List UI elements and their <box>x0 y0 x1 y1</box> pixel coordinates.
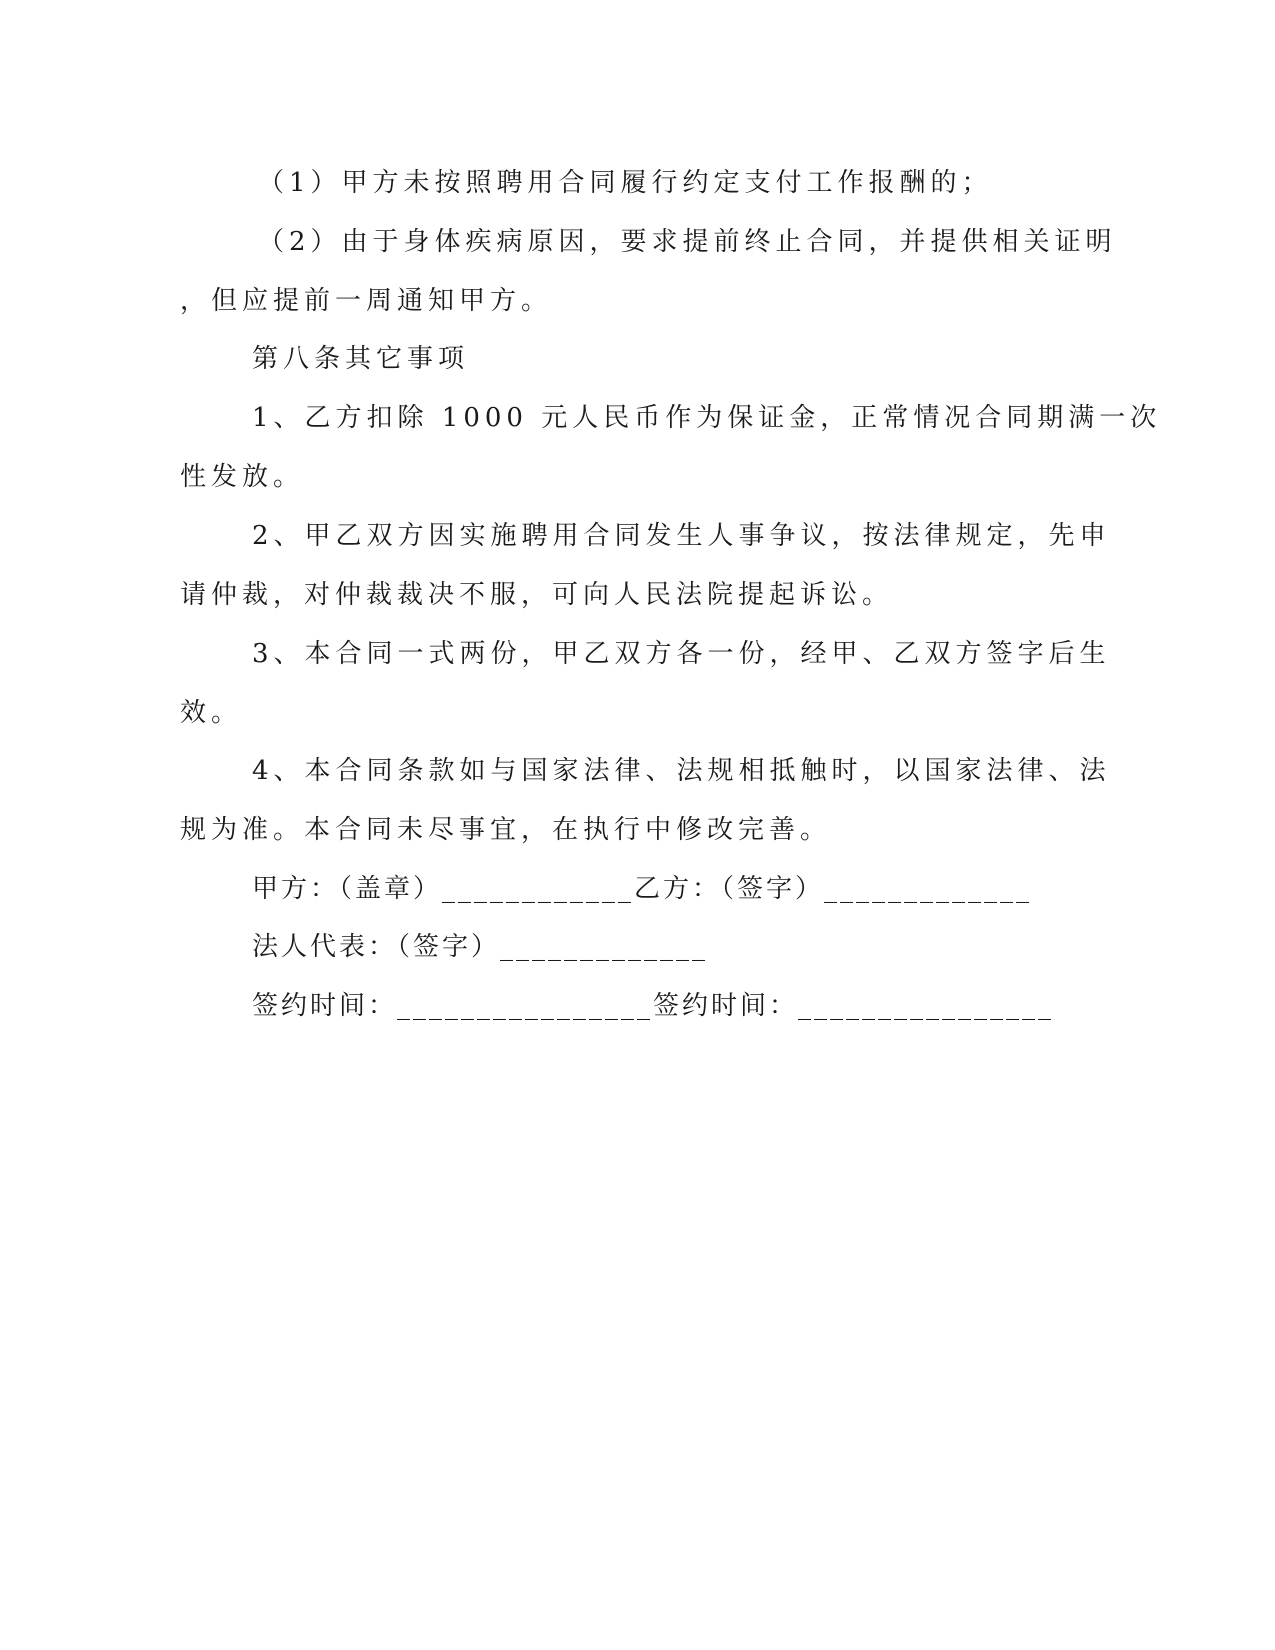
section-heading: 第八条其它事项 <box>252 344 470 374</box>
signature-date-line: 签约时间：________________签约时间：________________ <box>252 991 1055 1021</box>
other-item-2: 2、甲乙双方因实施聘用合同发生人事争议，按法律规定，先申 <box>252 521 1111 551</box>
other-item-1: 1、乙方扣除 1000 元人民币作为保证金，正常情况合同期满一次 <box>252 403 1162 433</box>
clause-item-2: （2）由于身体疾病原因，要求提前终止合同，并提供相关证明 <box>258 227 1117 257</box>
other-item-4: 4、本合同条款如与国家法律、法规相抵触时，以国家法律、法 <box>252 756 1111 786</box>
signature-legal-rep-line: 法人代表：（签字）_____________ <box>252 932 709 962</box>
other-item-3: 3、本合同一式两份，甲乙双方各一份，经甲、乙双方签字后生 <box>252 639 1111 669</box>
signature-party-line: 甲方：（盖章）____________乙方：（签字）_____________ <box>252 874 1033 904</box>
other-item-4-continued: 规为准。本合同未尽事宜，在执行中修改完善。 <box>180 815 832 845</box>
other-item-1-continued: 性发放。 <box>180 462 305 492</box>
other-item-2-continued: 请仲裁，对仲裁裁决不服，可向人民法院提起诉讼。 <box>180 580 894 610</box>
other-item-3-continued: 效。 <box>180 698 243 728</box>
clause-item-1: （1）甲方未按照聘用合同履行约定支付工作报酬的； <box>258 168 993 198</box>
clause-item-2-continued: ，但应提前一周通知甲方。 <box>180 286 553 316</box>
